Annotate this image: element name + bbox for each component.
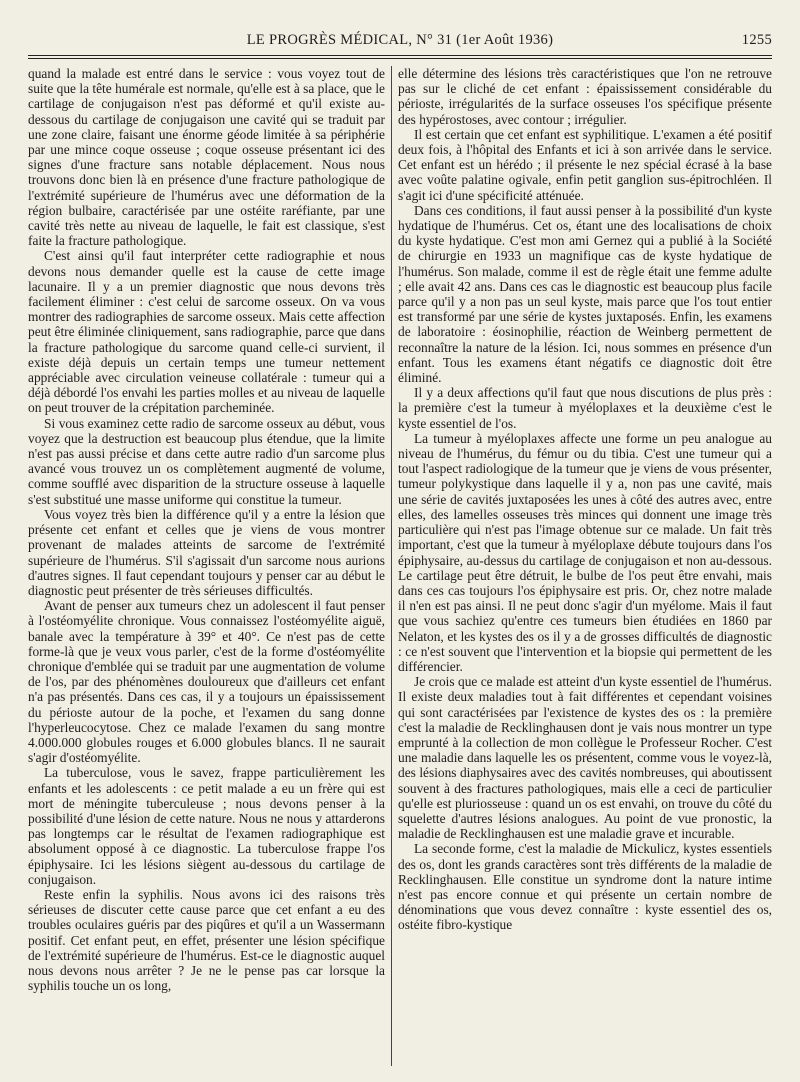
left-column <box>28 66 385 1074</box>
right-column <box>398 66 772 1074</box>
column-divider <box>391 66 392 1066</box>
paragraph: Avant de penser aux tumeurs chez un adolescent il faut penser à l'ostéomyélite chronique. Vous connaissez l'ostéomyélite aiguë, banale avec la température à 39° et 40°. Ce n'est pas de cette forme-là que je veux vous parler, c'est de la forme d'ostéomyélite chronique d'emblée qui se traduit par une augmentation de volume de l'os, par des phénomènes douloureux que d'ailleurs cet enfant n'a pas présentés. Dans ces cas, il y a toujours un épaississement du périoste autour de la poche, et l'examen du sang donne l'hyperleucocytose. Chez ce malade l'examen du sang montre 4.000.000 globules rouges et 6.000 globules blancs. Il ne saurait s'agir d'ostéomyélite. <box>28 598 385 766</box>
paragraph: elle détermine des lésions très caractéristiques que l'on ne retrouve pas sur le cliché de cet enfant : épaississement considérable du périoste, irrégularités de la surface osseuses l'os spécifique présente des hypérostoses, avec contour ; irrégulier. <box>398 66 772 127</box>
journal-title: LE PROGRÈS MÉDICAL, N° 31 (1er Août 1936) <box>246 32 554 48</box>
paragraph: La tuberculose, vous le savez, frappe particulièrement les enfants et les adolescents : ce petit malade a eu un frère qui est mort de méningite tuberculeuse ; nous devons penser à la possibilité d'une lésion de cette nature. Nous ne nous y attarderons pas longtemps car le résultat de l'examen radiographique est absolument opposé à ce diagnostic. La tuberculose frappe l'os épiphysaire. Ici les lésions siègent au-dessous du cartilage de conjugaison. <box>28 765 385 887</box>
paragraph: Il est certain que cet enfant est syphilitique. L'examen a été positif deux fois, à l'hôpital des Enfants et ici à son arrivée dans le service. Cet enfant est un hérédo ; il présente le nez spécial écrasé à la base avec voûte palatine ogivale, enfin petit ganglion sus-épitrochléen. Il s'agit ici d'une spécificité atténuée. <box>398 126 772 203</box>
paragraph: Dans ces conditions, il faut aussi penser à la possibilité d'un kyste hydatique de l'humérus. Cet os, étant une des localisations de choix du kyste hydatique. C'est mon ami Gernez qui a publié à la Société de chirurgie en 1933 un magnifique cas de kyste hydatique de l'humérus. Son malade, comme il est de règle était une femme adulte ; elle avait 42 ans. Dans ces cas le diagnostic est beaucoup plus facile parce qu'il y a non pas un seul kyste, mais parce que l'os tout entier est transformé par une série de kystes juxtaposés. Enfin, les examens de laboratoire : éosinophilie, réaction de Weinberg permettent de reconnaître la nature de la lésion. Ici, nous sommes en présence d'un enfant. Tous les examens étant négatifs ce diagnostic doit être éliminé. <box>398 202 772 386</box>
paragraph: Vous voyez très bien la différence qu'il y a entre la lésion que présente cet enfant et celles que je viens de vous montrer provenant de malades atteints de sarcome de l'extrémité supérieure de l'humérus. S'il s'agissait d'un sarcome nous aurions d'autres signes. Il faut cependant toujours y penser car au début le diagnostic peut présenter de très sérieuses difficultés. <box>28 506 385 598</box>
header-rule-bottom <box>28 58 772 59</box>
header-rule-top <box>28 55 772 56</box>
paragraph: La seconde forme, c'est la maladie de Mickulicz, kystes essentiels des os, dont les grands caractères sont très différents de la maladie de Recklinghausen. Elle constitue un syndrome dont la nature intime n'est pas encore connue et qui présente un certain nombre de dénominations que vous devez connaître : kyste essentiel des os, ostéite fibro-kystique <box>398 841 772 933</box>
paragraph: Je crois que ce malade est atteint d'un kyste essentiel de l'humérus. Il existe deux maladies tout à fait différentes et cependant voisines qui sont caractérisées par l'existence de kystes des os : la première c'est la maladie de Recklinghausen dont je vais nous montrer un type emprunté à la collection de mon collègue le Professeur Rocher. C'est une maladie dans laquelle les os présentent, comme vous le voyez-là, des lésions diaphysaires avec des cavités nombreuses, qui aboutissent souvent à des fractures pathologiques, mais elle a ceci de particulier qu'elle est pluriosseuse : quand un os est envahi, on trouve du côté du squelette d'autres lésions analogues. Au point de vue pronostic, la maladie de Recklinghausen est une maladie grave et incurable. <box>398 674 772 842</box>
page-number: 1255 <box>741 32 772 48</box>
paragraph: Reste enfin la syphilis. Nous avons ici des raisons très sérieuses de discuter cette cause parce que cet enfant a eu des troubles oculaires guéris par des piqûres et qu'il a un Wassermann positif. Cet enfant peut, en effet, présenter une lésion spécifique de l'extrémité supérieure de l'humérus. Est-ce le diagnostic auquel nous devons nous arrêter ? Je ne le pense pas car lorsque la syphilis touche un os long, <box>28 886 385 994</box>
paragraph: Il y a deux affections qu'il faut que nous discutions de plus près : la première c'est la tumeur à myéloplaxes et la deuxième c'est le kyste essentiel de l'os. <box>398 385 772 431</box>
paragraph: quand la malade est entré dans le service : vous voyez tout de suite que la tête humérale est normale, qu'elle est à sa place, que le cartilage de conjugaison n'est pas déformé et qu'il existe au-dessous du cartilage de conjugaison une cavité qui se traduit par une zone claire, faisant une énorme géode limitée à sa périphérie par une mince coque osseuse ; coque osseuse présentant ici des signes d'une fracture sans notable déplacement. Nous nous trouvons donc bien là en présence d'une fracture pathologique de l'extrémité supérieure de l'humérus avec une déformation de la région bulbaire, caractérisée par une ostéite raréfiante, par une cavité très nette au niveau de laquelle, le fait est classique, s'est faite la fracture pathologique. <box>28 66 385 249</box>
paragraph: La tumeur à myéloplaxes affecte une forme un peu analogue au niveau de l'humérus, du fémur ou du tibia. C'est une tumeur qui a tout l'aspect radiologique de la tumeur que je viens de vous présenter, tumeur polykystique dans laquelle il y a, non pas une cavité, mais une série de cavités juxtaposées les unes à côté des autres avec, entre elles, des lamelles osseuses très minces qui donnent une image très particulière qui n'est pas l'image obtenue sur ce malade. Un fait très important, c'est que la tumeur à myéloplaxe débute toujours dans l'os épiphysaire, au-dessus du cartilage de conjugaison et non au-dessous. Le cartilage peut être détruit, le bulbe de l'os peut être envahi, mais dans ces cas toujours l'os épiphysaire est pris. Or, chez notre malade il n'en est pas ainsi. Il ne peut donc s'agir d'un myélome. Mais il faut que vous sachiez qu'entre ces tumeurs bien étudiées en 1860 par Nelaton, et les kystes des os il y a de grosses difficultés de diagnostic : ce n'est souvent que l'intervention et la biopsie qui permettent de les différencier. <box>398 430 772 674</box>
paragraph: Si vous examinez cette radio de sarcome osseux au début, vous voyez que la destruction est beaucoup plus étendue, que la limite n'est pas aussi précise et dans cette autre radio d'un sarcome plus avancé vous trouvez un os complètement augmenté de volume, comme soufflé avec disparition de la structure osseuse à laquelle s'est substitué une masse uniforme qui constitue la tumeur. <box>28 415 385 507</box>
paragraph: C'est ainsi qu'il faut interpréter cette radiographie et nous devons nous demander quelle est la cause de cette image lacunaire. Il y a un premier diagnostic que nous devons très facilement éliminer : c'est celui de sarcome osseux. On va vous montrer des radiographies de sarcome osseux. Mais cette affection peut être éliminée cliniquement, sans radiographie, parce que dans la fracture pathologique du sarcome quand celle-ci survient, il existe déjà depuis un certain temps une tumeur nettement appréciable avec circulation veineuse collatérale : tumeur qui a déjà débordé l'os envahi les parties molles et au niveau de laquelle on peut trouver de la crépitation parcheminée. <box>28 248 385 416</box>
running-header <box>28 32 772 52</box>
